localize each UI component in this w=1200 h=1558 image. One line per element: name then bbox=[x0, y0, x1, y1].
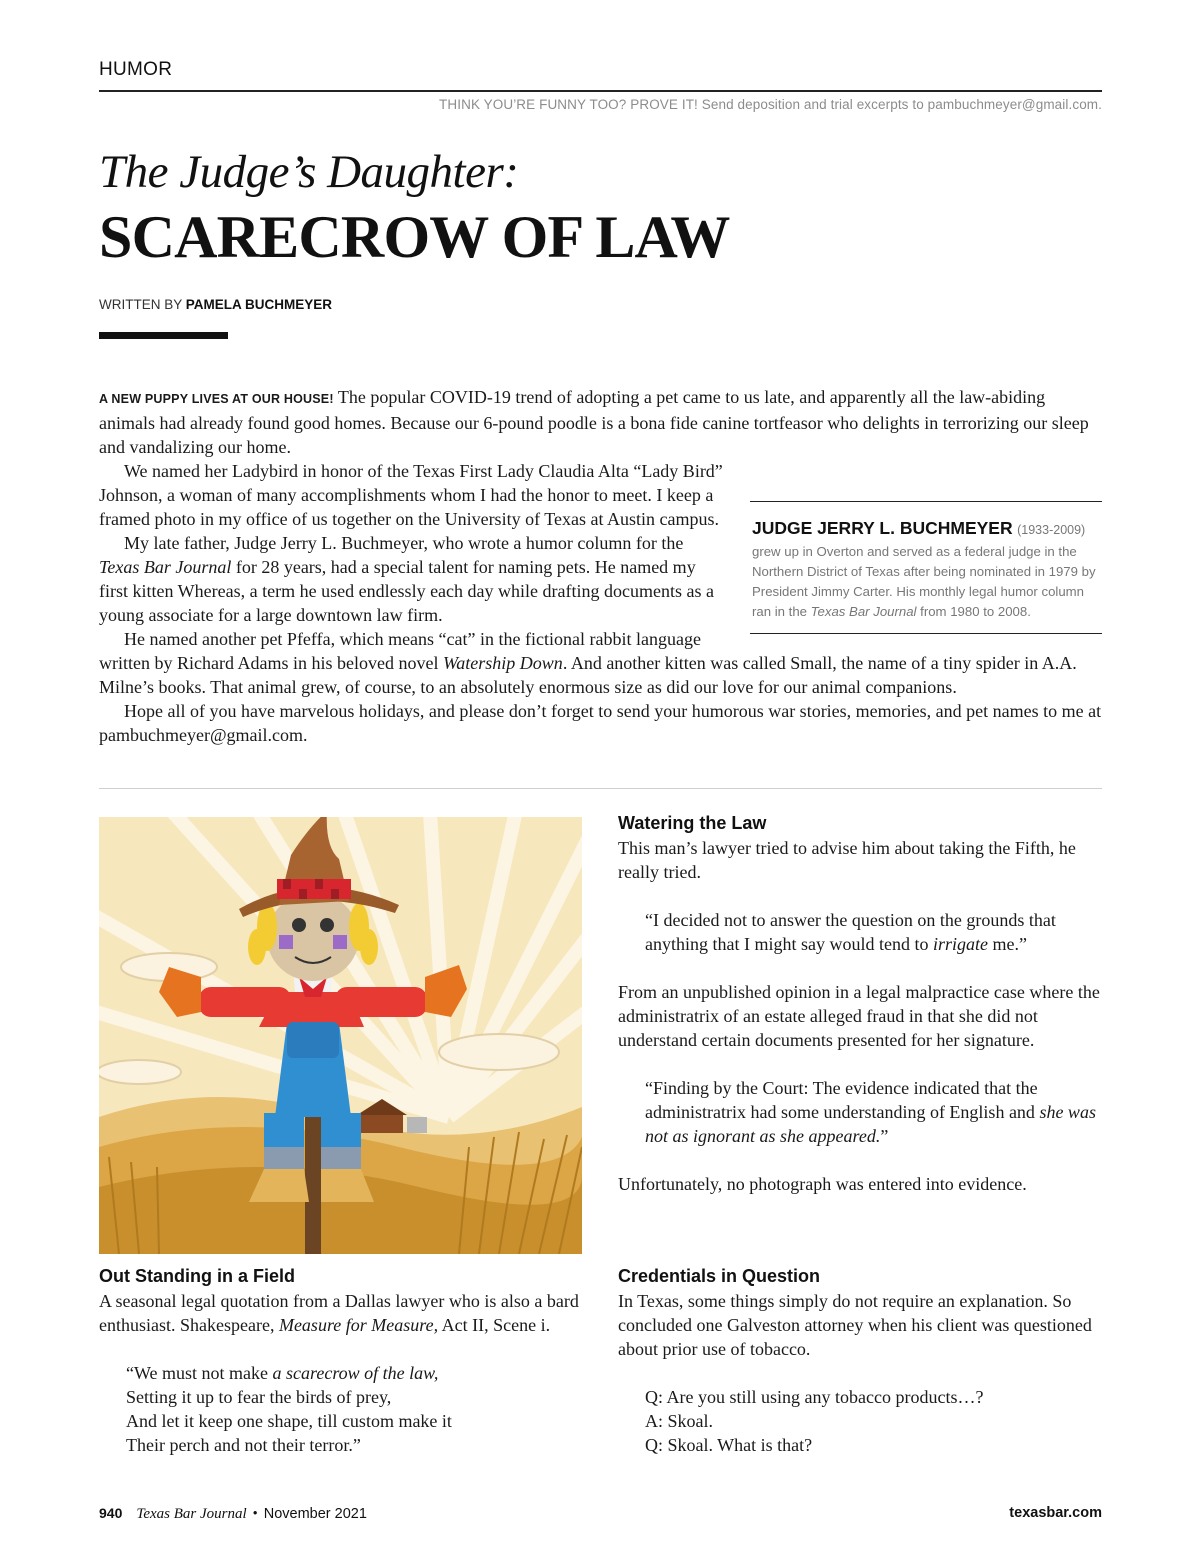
byline-bar bbox=[99, 332, 228, 339]
footer-date: November 2021 bbox=[263, 1506, 367, 1522]
intro-paragraph-5: Hope all of you have marvelous holidays, and please don’t forget to send your humorous war stories, memories, and pet names to me at pambuchmeyer@gmail.com. bbox=[99, 701, 1102, 745]
credentials-section bbox=[618, 1266, 1102, 1457]
page-number: 940 bbox=[99, 1505, 123, 1521]
watering-heading: Watering the Law bbox=[618, 813, 767, 833]
footer-bullet: • bbox=[252, 1506, 258, 1522]
bio-sidebar bbox=[750, 501, 1102, 634]
verse-line-4: Their perch and not their terror.” bbox=[126, 1435, 361, 1455]
intro-article bbox=[99, 385, 1102, 747]
footer-journal: Texas Bar Journal bbox=[136, 1506, 247, 1522]
header-rule bbox=[99, 90, 1102, 92]
verse-line-1: “We must not make a scarecrow of the law, bbox=[126, 1363, 439, 1383]
transcript-line-2: A: Skoal. bbox=[645, 1411, 714, 1431]
bio-text: grew up in Overton and served as a federal judge in the Northern District of Texas after being nominated in 1979 by President Jimmy Carter. His monthly legal humor column ran in the Texas Bar Journal from 1980 to 2008. bbox=[752, 544, 1096, 619]
byline-author: PAMELA BUCHMEYER bbox=[185, 297, 333, 312]
credentials-paragraph-1: In Texas, some things simply do not require an explanation. So concluded one Galveston attorney when his client was questioned about prior use of tobacco. bbox=[618, 1291, 1092, 1359]
verse-line-3: And let it keep one shape, till custom make it bbox=[126, 1411, 452, 1431]
watering-paragraph-1: This man’s lawyer tried to advise him about taking the Fifth, he really tried. bbox=[618, 838, 1076, 882]
promo-line: THINK YOU’RE FUNNY TOO? PROVE IT! Send deposition and trial excerpts to pambuchmeyer@gmail.com. bbox=[439, 97, 1102, 112]
scarecrow-illustration bbox=[99, 817, 582, 1254]
footer-left bbox=[99, 1505, 367, 1523]
intro-text-1: The popular COVID-19 trend of adopting a pet came to us late, and apparently all the law-abiding animals had already found good homes. Because our 6-pound poodle is a bona fide canine tortfeasor who delights in terrorizing our sleep and vandalizing our home. bbox=[99, 387, 1089, 457]
bio-years: (1933-2009) bbox=[1017, 523, 1086, 537]
intro-paragraph-4: He named another pet Pfeffa, which means “cat” in the fictional rabbit language written by Richard Adams in his beloved novel Watership Down. And another kitten was called Small, the name of a tiny spider in A.A. Milne’s books. That animal grew, of course, to an absolutely enormous size as did our love for our animal companions. bbox=[99, 629, 1077, 697]
field-heading: Out Standing in a Field bbox=[99, 1266, 295, 1286]
section-divider bbox=[99, 788, 1102, 789]
lead-in: A NEW PUPPY LIVES AT OUR HOUSE! bbox=[99, 392, 334, 406]
credentials-heading: Credentials in Question bbox=[618, 1266, 821, 1286]
transcript-line-3: Q: Skoal. What is that? bbox=[645, 1435, 813, 1455]
watering-paragraph-2: From an unpublished opinion in a legal malpractice case where the administratrix of an estate alleged fraud in that she did not understand certain documents presented for her signature. bbox=[618, 982, 1100, 1050]
page-title: SCARECROW OF LAW bbox=[99, 204, 730, 270]
field-paragraph-1: A seasonal legal quotation from a Dallas lawyer who is also a bard enthusiast. Shakespeare, Measure for Measure, Act II, Scene i. bbox=[99, 1291, 579, 1335]
intro-paragraph-2: We named her Ladybird in honor of the Texas First Lady Claudia Alta “Lady Bird” Johnson, a woman of many accomplishments whom I had the honor to meet. I keep a framed photo in my office of us together on the University of Texas at Austin campus. bbox=[99, 461, 723, 529]
section-label: HUMOR bbox=[99, 59, 173, 80]
transcript-line-1: Q: Are you still using any tobacco products…? bbox=[645, 1387, 984, 1407]
intro-paragraph-1 bbox=[99, 385, 1102, 459]
watering-quote-2: “Finding by the Court: The evidence indicated that the administratrix had some understanding of English and she was not as ignorant as she appeared.” bbox=[645, 1078, 1096, 1146]
byline bbox=[99, 297, 332, 312]
verse-line-2: Setting it up to fear the birds of prey, bbox=[126, 1387, 392, 1407]
footer-site: texasbar.com bbox=[1009, 1505, 1102, 1521]
title-kicker: The Judge’s Daughter: bbox=[99, 146, 519, 198]
intro-paragraph-3: My late father, Judge Jerry L. Buchmeyer, who wrote a humor column for the Texas Bar Journal for 28 years, had a special talent for naming pets. He named my first kitten Whereas, a term he used endlessly each day while drafting documents as a young associate for a large downtown law firm. bbox=[99, 533, 714, 625]
watering-quote-1: “I decided not to answer the question on the grounds that anything that I might say would tend to irrigate me.” bbox=[645, 910, 1056, 954]
watering-the-law-section bbox=[618, 813, 1102, 1220]
out-standing-section bbox=[99, 1266, 589, 1457]
byline-prefix: WRITTEN BY bbox=[99, 297, 183, 312]
watering-paragraph-3: Unfortunately, no photograph was entered into evidence. bbox=[618, 1174, 1027, 1194]
shakespeare-verse bbox=[99, 1361, 589, 1457]
credentials-transcript bbox=[618, 1385, 1102, 1457]
bio-name: JUDGE JERRY L. BUCHMEYER bbox=[752, 518, 1013, 538]
